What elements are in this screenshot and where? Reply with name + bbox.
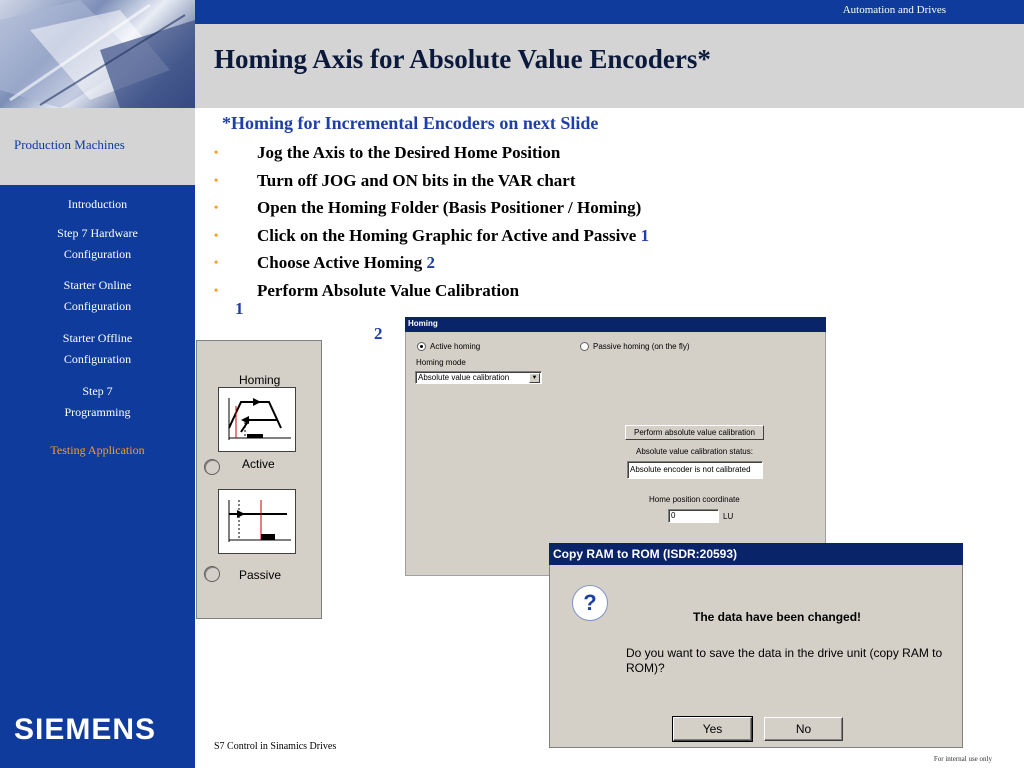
yes-button[interactable]: Yes xyxy=(673,717,752,741)
header-photo xyxy=(0,0,195,108)
subtitle: *Homing for Incremental Encoders on next Slide xyxy=(222,113,599,133)
homing-mode-select[interactable]: Absolute value calibration ▼ xyxy=(415,371,542,384)
homing-mode-label: Homing mode xyxy=(416,358,466,367)
sidebar-item-introduction[interactable]: Introduction xyxy=(67,197,128,211)
sidebar-section-label: Production Machines xyxy=(14,137,125,152)
active-homing-graphic[interactable] xyxy=(218,387,296,452)
passive-homing-graphic[interactable] xyxy=(218,489,296,554)
bullet-dot-icon: • xyxy=(214,255,219,269)
homing-window xyxy=(405,317,826,576)
passive-label: Passive xyxy=(239,568,282,582)
callout-marker-2: 2 xyxy=(374,324,383,343)
home-coordinate-label: Home position coordinate xyxy=(649,495,740,504)
bullet-dot-icon: • xyxy=(214,228,219,242)
footer-note: For internal use only xyxy=(933,755,992,763)
chevron-down-icon[interactable]: ▼ xyxy=(529,373,540,383)
sidebar-item-starter-offline[interactable]: Starter Offline Configuration xyxy=(62,331,133,366)
sidebar-item-step7-hardware[interactable]: Step 7 Hardware Configuration xyxy=(57,226,138,261)
active-radio[interactable] xyxy=(204,459,220,475)
passive-homing-label: Passive homing (on the fly) xyxy=(593,342,690,351)
footer-caption: S7 Control in Sinamics Drives xyxy=(214,741,337,752)
sidebar-item-testing-application[interactable]: Testing Application xyxy=(50,443,145,457)
bullet-dot-icon: • xyxy=(214,200,219,214)
copy-dialog-title: Copy RAM to ROM (ISDR:20593) xyxy=(553,547,738,561)
bullet-dot-icon: • xyxy=(214,283,219,297)
home-coordinate-unit: LU xyxy=(723,512,734,521)
copy-dialog-message: Do you want to save the data in the drive unit (copy RAM to ROM)? xyxy=(626,646,943,675)
copy-dialog-headline: The data have been changed! xyxy=(693,610,862,624)
passive-radio[interactable] xyxy=(204,566,220,582)
siemens-logo: SIEMENS xyxy=(14,713,157,746)
sidebar-nav xyxy=(0,185,195,768)
calibration-status-field: Absolute encoder is not calibrated xyxy=(627,461,763,479)
bullet-dot-icon: • xyxy=(214,173,219,187)
home-coordinate-input[interactable]: 0 xyxy=(668,509,719,523)
active-homing-label: Active homing xyxy=(430,342,481,351)
passive-homing-radio[interactable] xyxy=(580,342,589,351)
homing-window-titlebar xyxy=(405,317,826,332)
page-title: Homing Axis for Absolute Value Encoders* xyxy=(214,44,711,74)
homing-window-title: Homing xyxy=(408,319,438,328)
no-button[interactable]: No xyxy=(764,717,843,741)
homing-graphic-panel xyxy=(196,340,322,619)
copy-dialog-titlebar xyxy=(549,543,963,565)
division-label: Automation and Drives xyxy=(842,4,946,16)
homing-label: Homing xyxy=(239,373,281,387)
active-homing-diagram-icon xyxy=(219,388,295,451)
machine-photo-icon xyxy=(0,0,195,108)
passive-homing-diagram-icon xyxy=(219,490,295,553)
calibration-status-label: Absolute value calibration status: xyxy=(636,447,753,456)
callout-marker-1: 1 xyxy=(235,299,244,318)
sidebar-item-step7-programming[interactable]: Step 7 Programming xyxy=(64,384,131,419)
bullet-dot-icon: • xyxy=(214,145,219,159)
active-label: Active xyxy=(242,457,275,471)
question-icon: ? xyxy=(572,585,608,621)
sidebar-item-starter-online[interactable]: Starter Online Configuration xyxy=(63,278,132,313)
active-homing-radio[interactable] xyxy=(417,342,426,351)
calibrate-button[interactable]: Perform absolute value calibration xyxy=(625,425,764,440)
